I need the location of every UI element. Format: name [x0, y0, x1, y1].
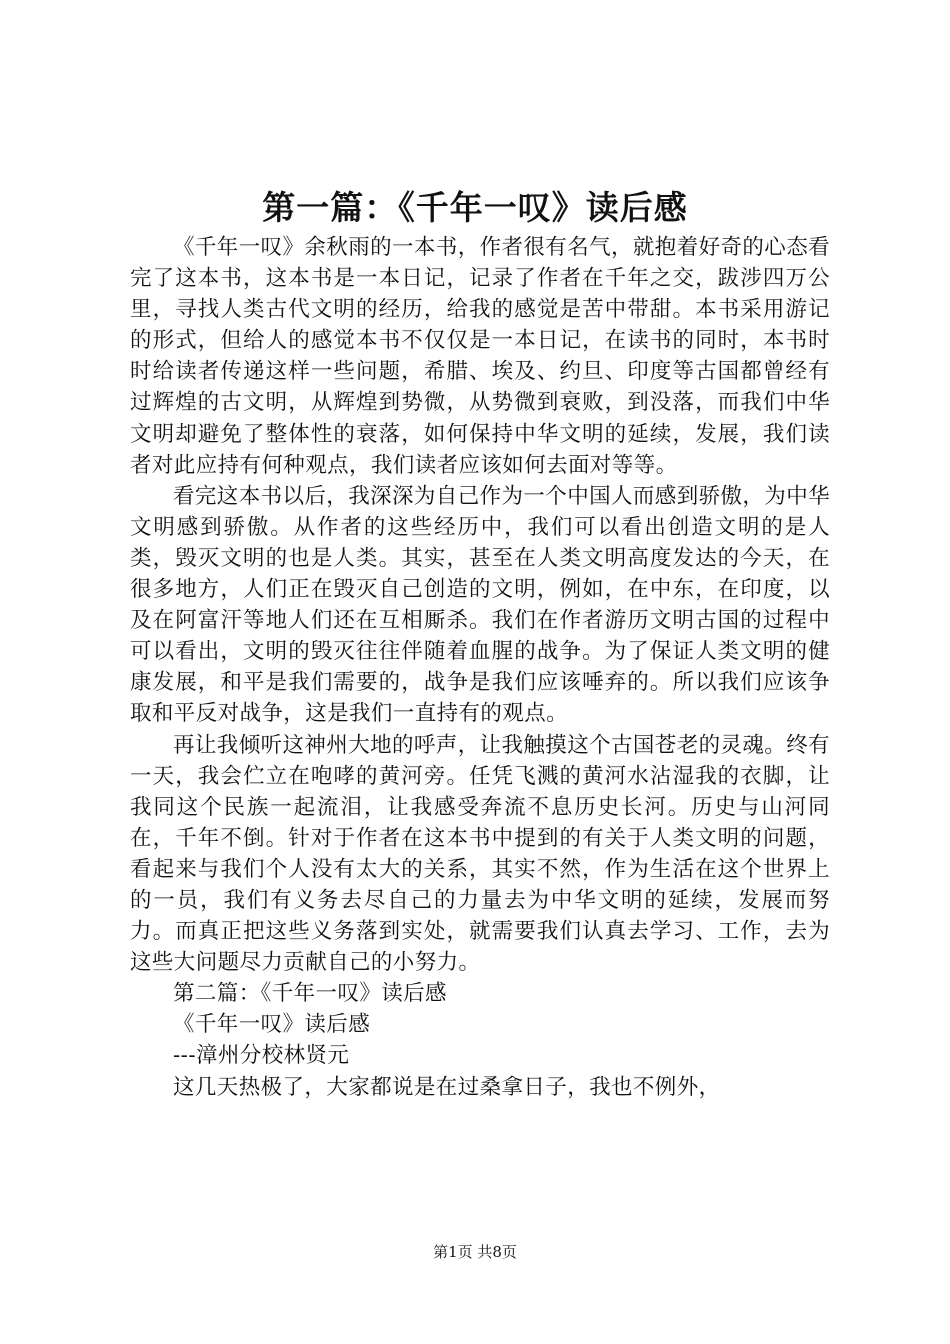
paragraph-1: 《千年一叹》余秋雨的一本书，作者很有名气，就抱着好奇的心态看完了这本书，这本书是一本日记，记录了作者在千年之交，跋涉四万公里，寻找人类古代文明的经历，给我的感觉是苦中带甜。本书采用游记的形式，但给人的感觉本书不仅仅是一本日记，在读书的同时，本书时时给读者传递这样一些问题，希腊、埃及、约旦、印度等古国都曾经有过辉煌的古文明，从辉煌到势微，从势微到衰败，到没落，而我们中华文明却避免了整体性的衰落，如何保持中华文明的延续，发展，我们读者对此应持有何种观点，我们读者应该如何去面对等等。	[130, 235, 831, 478]
paragraph-2: 看完这本书以后，我深深为自己作为一个中国人而感到骄傲，为中华文明感到骄傲。从作者的这些经历中，我们可以看出创造文明的是人类，毁灭文明的也是人类。其实，甚至在人类文明高度发达的今天，在很多地方，人们正在毁灭自己创造的文明，例如，在中东，在印度，以及在阿富汗等地人们还在互相厮杀。我们在作者游历文明古国的过程中可以看出，文明的毁灭往往伴随着血腥的战争。为了保证人类文明的健康发展，和平是我们需要的，战争是我们应该唾弃的。所以我们应该争取和平反对战争，这是我们一直持有的观点。	[130, 483, 831, 727]
document-title: 第一篇：《千年一叹》读后感	[262, 188, 688, 227]
section-heading-2: 第二篇：《千年一叹》读后感	[173, 981, 447, 1007]
sub-title: 《千年一叹》读后感	[173, 1012, 371, 1038]
page-footer: 第1页 共8页	[433, 1243, 517, 1261]
paragraph-3: 再让我倾听这神州大地的呼声，让我触摸这个古国苍老的灵魂。终有一天，我会伫立在咆哮的黄河旁。任凭飞溅的黄河水沾湿我的衣脚，让我同这个民族一起流泪，让我感受奔流不息历史长河。历史与山河同在，千年不倒。针对于作者在这本书中提到的有关于人类文明的问题，看起来与我们个人没有太大的关系，其实不然，作为生活在这个世界上的一员，我们有义务去尽自己的力量去为中华文明的延续，发展而努力。而真正把这些义务落到实处，就需要我们认真去学习、工作，去为这些大问题尽力贡献自己的小努力。	[130, 732, 831, 976]
paragraph-4: 这几天热极了，大家都说是在过桑拿日子，我也不例外，	[173, 1074, 721, 1100]
author-line: ---漳州分校林贤元	[173, 1043, 350, 1069]
document-body	[130, 232, 830, 1103]
